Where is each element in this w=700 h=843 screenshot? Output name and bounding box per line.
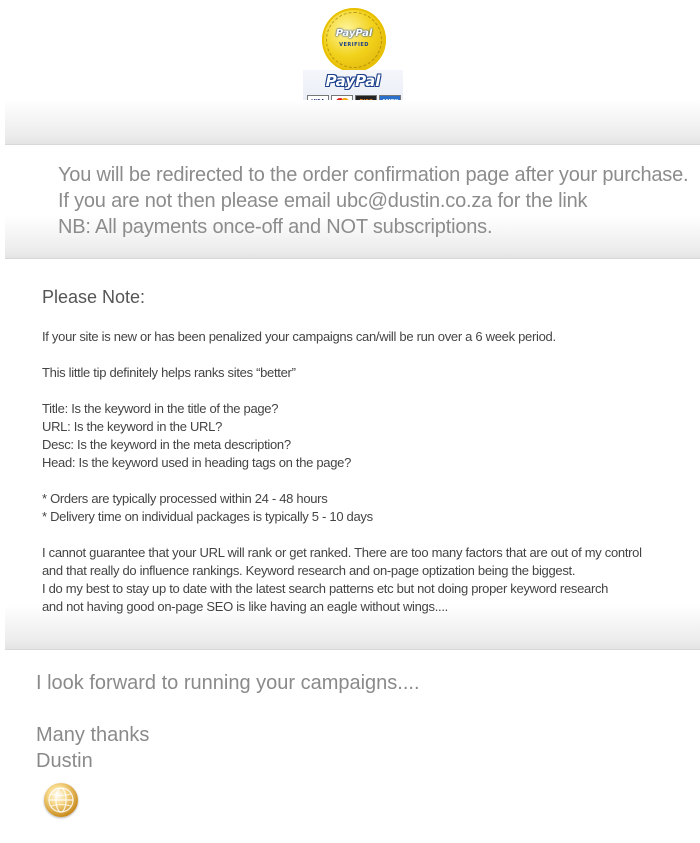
redirect-line: NB: All payments once-off and NOT subscriptions. [58,216,493,238]
note-text: If your site is new or has been penalized your campaigns can/will be run over a 6 week period. [42,329,556,344]
note-text: * Delivery time on individual packages is typically 5 - 10 days [42,509,373,524]
note-text: I do my best to stay up to date with the latest search patterns etc but not doing proper keyword research [42,581,609,596]
note-text: I cannot guarantee that your URL will rank or get ranked. There are too many factors that are out of my control [42,545,642,560]
note-text: Title: Is the keyword in the title of the page? [42,401,279,416]
redirect-line: You will be redirected to the order confirmation page after your purchase. [58,164,689,186]
note-text: Desc: Is the keyword in the meta description? [42,437,291,452]
redirect-notice [58,162,688,240]
section-divider [5,100,700,144]
note-text: This little tip definitely helps ranks sites “better” [42,365,296,380]
note-section [42,287,682,616]
seal-text: PayPal [335,28,373,39]
divider-line [5,649,700,650]
note-text: Head: Is the keyword used in heading tags on the page? [42,455,352,470]
paypal-logo-text: PayPal [325,72,381,90]
note-text: and not having good on-page SEO is like having an eagle without wings.... [42,599,448,614]
seal-subtext: VERIFIED [339,42,369,48]
redirect-line: If you are not then please email ubc@dustin.co.za for the link [58,190,588,212]
closing-section [36,670,420,774]
closing-line: I look forward to running your campaigns.... [36,672,420,694]
paypal-verified-seal-icon [322,8,386,72]
note-title: Please Note: [42,287,146,307]
divider-line [5,144,700,145]
note-text: URL: Is the keyword in the URL? [42,419,223,434]
closing-signature: Dustin [36,750,93,772]
globe-icon [44,783,78,817]
note-text: * Orders are typically processed within 24 - 48 hours [42,491,328,506]
divider-line [5,258,700,259]
note-text: and that really do influence rankings. Keyword research and on-page optization being the biggest. [42,563,576,578]
closing-thanks: Many thanks [36,724,150,746]
